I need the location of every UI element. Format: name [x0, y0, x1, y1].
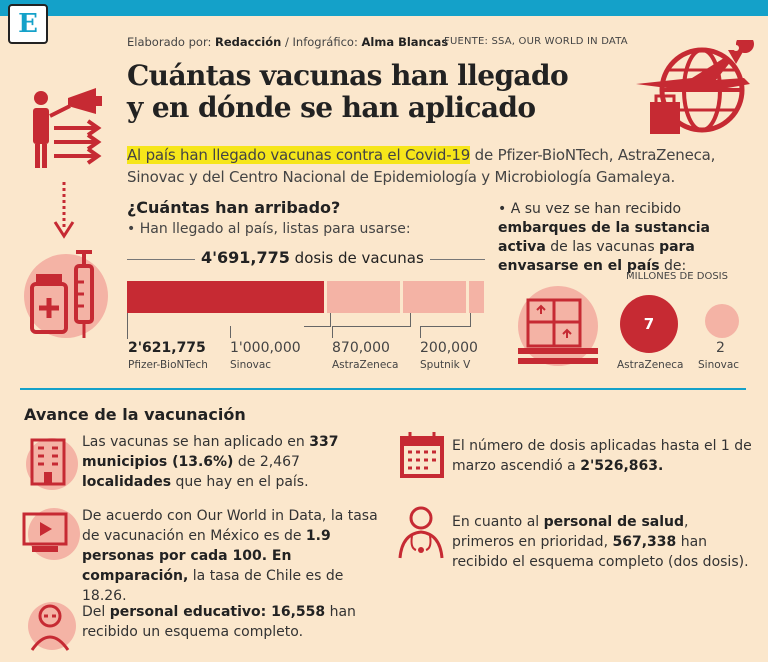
p5-d: 567,338 — [612, 534, 677, 550]
connector-sputnik-top — [470, 313, 471, 327]
p2-c: la tasa de Chile es de 18.26. — [82, 568, 344, 604]
p2-a: De acuerdo con Our World in Data, la tasa de vacunación en México es de — [82, 508, 378, 544]
p4-a: El número de dosis aplicadas hasta el 1 de marzo ascendió a — [452, 438, 752, 474]
circle-astrazeneca: 7 — [620, 295, 678, 353]
arrivals-question: ¿Cuántas han arribado? — [127, 198, 341, 217]
arrivals-subtitle: • Han llegado al país, listas para usarse: — [127, 221, 411, 237]
as-text-1: • A su vez se han recibido — [498, 201, 682, 217]
calendar-icon — [398, 430, 446, 482]
p3-b: personal educativo: 16,558 — [109, 604, 326, 620]
value-sputnik: 200,000 — [420, 340, 478, 356]
progress-title: Avance de la vacunación — [24, 405, 246, 424]
intro-highlight: Al país han llegado vacunas contra el Covid-19 — [127, 146, 471, 164]
name-sinovac-substance: Sinovac — [698, 359, 740, 371]
progress-education-staff — [82, 602, 382, 642]
connector-sinovac-h — [304, 326, 330, 327]
arrow-down-icon — [52, 182, 76, 240]
teacher-icon — [24, 598, 76, 654]
connector-astra-h — [332, 326, 410, 327]
name-astrazeneca: AstraZeneca — [332, 359, 399, 371]
building-icon — [22, 432, 78, 492]
connector-astra-v — [332, 326, 333, 338]
boxes-pallet-icon — [508, 286, 608, 368]
bar-sputnik — [469, 281, 484, 313]
intro-text — [127, 144, 762, 188]
p5-b: personal de salud — [543, 514, 685, 530]
section-divider — [20, 388, 746, 390]
total-suffix: dosis de vacunas — [289, 249, 424, 267]
p4-b: 2'526,863. — [580, 458, 664, 474]
name-astrazeneca-substance: AstraZeneca — [617, 359, 684, 371]
p1-a: Las vacunas se han aplicado en — [82, 434, 310, 450]
value-astrazeneca: 870,000 — [332, 340, 390, 356]
p3-a: Del — [82, 604, 110, 620]
credit-separator: / Infográfico: — [281, 35, 358, 49]
circle-sinovac — [705, 304, 739, 338]
p3-c: han recibido un esquema completo. — [82, 604, 356, 640]
connector-pfizer — [127, 313, 128, 339]
progress-vaccination-rate — [82, 506, 382, 606]
megaphone-icon — [28, 88, 108, 172]
video-screen-icon — [20, 504, 80, 564]
connector-sputnik-v — [420, 326, 421, 338]
p2-b: 1.9 personas por cada 100. En comparación, — [82, 528, 331, 584]
bar-astrazeneca — [403, 281, 466, 313]
as-text-2: embarques de la sustancia activa — [498, 220, 710, 255]
active-substance-text — [498, 200, 758, 276]
value-sinovac: 1'000,000 — [230, 340, 301, 356]
vaccine-icon — [18, 246, 108, 342]
progress-doses-applied — [452, 436, 752, 476]
p1-d: localidades — [82, 474, 172, 490]
connector-astra-top — [410, 313, 411, 327]
value-pfizer: 2'621,775 — [128, 340, 206, 356]
credit-prefix: Elaborado por: — [127, 35, 212, 49]
title-line-2: y en dónde se han aplicado — [127, 91, 536, 124]
as-text-4: para envasarse en el país — [498, 239, 695, 274]
page-title — [127, 60, 597, 124]
as-text-3: de las vacunas — [545, 239, 660, 255]
p5-c: , primeros en prioridad, — [452, 514, 689, 550]
p5-a: En cuanto al — [452, 514, 544, 530]
progress-health-staff — [452, 512, 752, 572]
logo: E — [8, 4, 48, 44]
total-doses — [195, 248, 430, 267]
title-line-1: Cuántas vacunas han llegado — [127, 59, 569, 92]
units-label: MILLONES DE DOSIS — [626, 271, 728, 282]
bar-sinovac — [327, 281, 400, 313]
p1-b: 337 municipios (13.6%) — [82, 434, 339, 470]
connector-sinovac-v — [230, 326, 231, 338]
total-number: 4'691,775 — [201, 248, 290, 267]
credit-line — [127, 35, 448, 49]
connector-sputnik-h — [420, 326, 470, 327]
p1-c: de 2,467 — [233, 454, 300, 470]
progress-municipalities — [82, 432, 382, 492]
name-sputnik: Sputnik V — [420, 359, 471, 371]
name-pfizer: Pfizer-BioNTech — [128, 359, 208, 371]
credit-author: Redacción — [215, 35, 282, 49]
p1-e: que hay en el país. — [171, 474, 309, 490]
source-note: FUENTE: SSA, OUR WORLD IN DATA — [444, 36, 628, 47]
as-text-5: de: — [659, 258, 687, 274]
p5-e: han recibido el esquema completo (dos dosis). — [452, 534, 749, 570]
bar-pfizer — [127, 281, 324, 313]
credit-designer: Alma Blancas — [361, 35, 449, 49]
value-sinovac-substance: 2 — [716, 340, 725, 356]
connector-sinovac-top — [330, 313, 331, 327]
intro-rest: de Pfizer-BioNTech, AstraZeneca, Sinovac y del Centro Nacional de Epidemiología y Microbiología Gamaleya. — [127, 146, 716, 186]
name-sinovac: Sinovac — [230, 359, 272, 371]
top-bar — [0, 0, 768, 16]
doctor-icon — [396, 504, 446, 560]
globe-plane-icon — [632, 40, 756, 140]
